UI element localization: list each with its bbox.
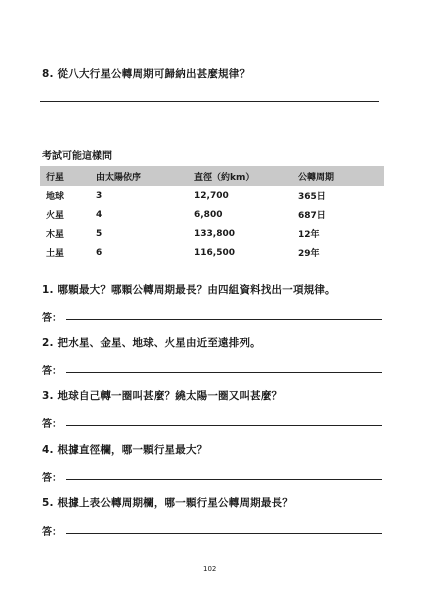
header-order: 由太陽依序 <box>90 166 188 186</box>
cell-planet: 地球 <box>46 192 65 202</box>
answer-line-3[interactable] <box>66 425 382 426</box>
cell-planet: 土星 <box>46 249 65 259</box>
cell-diameter: 12,700 <box>194 190 229 201</box>
answer-label: 答： <box>42 419 62 430</box>
header-period: 公轉周期 <box>292 166 384 186</box>
cell-period: 12年 <box>298 230 320 240</box>
question-3: 3. 地球自己轉一圈叫甚麼？繞太陽一圈又叫甚麼？ <box>42 390 283 402</box>
question-8: 8. 從八大行星公轉周期可歸納出甚麼規律？ <box>42 68 251 80</box>
cell-period: 687日 <box>298 211 326 221</box>
table-row <box>40 224 384 243</box>
table-row <box>40 205 384 224</box>
cell-diameter: 133,800 <box>194 228 235 239</box>
table-row <box>40 243 384 262</box>
cell-planet: 木星 <box>46 230 65 240</box>
cell-order: 4 <box>96 209 103 220</box>
cell-period: 29年 <box>298 249 320 259</box>
cell-order: 6 <box>96 247 103 258</box>
answer-line-5[interactable] <box>66 533 382 534</box>
cell-planet: 火星 <box>46 211 65 221</box>
cell-order: 3 <box>96 190 103 201</box>
header-diameter: 直徑（約km） <box>188 166 292 186</box>
cell-order: 5 <box>96 228 103 239</box>
table-header-row <box>40 166 384 186</box>
answer-line-1[interactable] <box>66 319 382 320</box>
cell-diameter: 6,800 <box>194 209 223 220</box>
question-4: 4. 根據直徑欄，哪一顆行星最大？ <box>42 444 208 456</box>
planet-table <box>40 166 384 262</box>
question-5: 5. 根據上表公轉周期欄，哪一顆行星公轉周期最長？ <box>42 497 293 509</box>
answer-label: 答： <box>42 366 62 377</box>
answer-label: 答： <box>42 473 62 484</box>
question-1: 1. 哪顆最大？哪顆公轉周期最長？由四組資料找出一項規律。 <box>42 284 336 296</box>
page-number: 102 <box>203 565 217 573</box>
question-2: 2. 把水星、金星、地球、火星由近至遠排列。 <box>42 337 261 349</box>
answer-line-2[interactable] <box>66 372 382 373</box>
cell-period: 365日 <box>298 192 326 202</box>
answer-line-8[interactable] <box>40 101 379 102</box>
answer-line-4[interactable] <box>66 479 382 480</box>
answer-label: 答： <box>42 313 62 324</box>
table-row <box>40 186 384 205</box>
cell-diameter: 116,500 <box>194 247 235 258</box>
answer-label: 答： <box>42 527 62 538</box>
header-planet: 行星 <box>40 166 90 186</box>
table-title: 考試可能這樣問 <box>42 151 112 162</box>
